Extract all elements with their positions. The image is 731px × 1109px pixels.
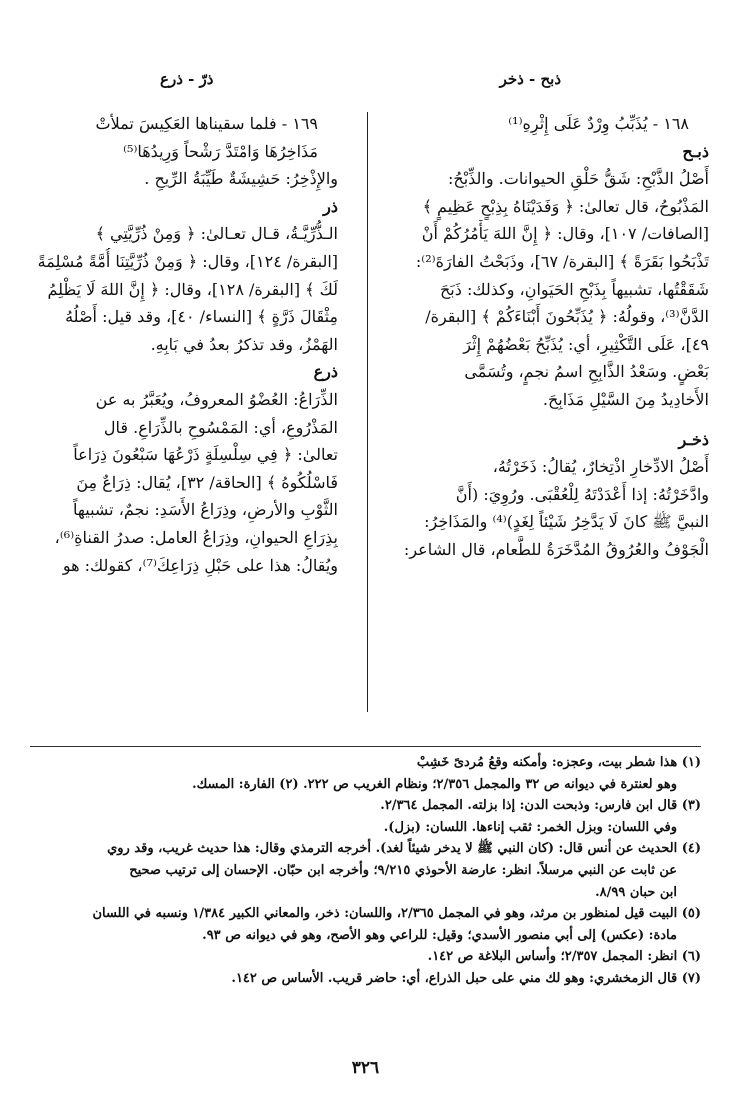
text-line: فَاسْلُكُوهُ ﴾ [الحاقة/ ٣٢]، يُقال: ذِرَاعٌ مِنَ [76, 472, 338, 492]
footnotes [30, 752, 701, 990]
text-line: بَعْضٍ. وسَعْدُ الذَّابِحِ اسمُ نجمٍ، وتُسَمَّى [464, 362, 709, 382]
spacer [397, 414, 709, 426]
text-line: تعالىٰ: ﴿ فِي سِلْسِلَةٍ ذَرْعُهَا سَبْعُونَ ذِرَاعاً [73, 445, 338, 465]
footnote: ابن حبان ٨/٩٩. [595, 884, 677, 900]
text-line: الْجَوْفُ والعُرُوقُ المُدَّخَرَةُ للطَّعام، قال الشاعر: [403, 539, 709, 559]
text-line: والإِذْخِرُ: حَشِيشَةٌ طَيِّبَةُ الرِّيحِ . [144, 169, 338, 189]
text-line: تَذْبَحُوا بَقَرَةً ﴾ [البقرة/ ٦٧]، وذَبَحْتُ الفارَةَ⁽²⁾: [415, 251, 709, 271]
text-line: أَصْلُ الذَّبْحِ: شَقُّ حَلْقِ الحيوانات. والذِّبْحُ: [447, 169, 709, 189]
text-line: ويُقالُ: هذا على حَبْلِ ذِرَاعِكَ⁽⁷⁾، كقولك: هو [62, 555, 338, 575]
text-line: المَذْرُوعِ، أي: المَمْسُوحِ بالذِّرَاعِ. قال [103, 417, 338, 437]
text-line: أَصْلُ الادِّخارِ اذْتِخارٌ، يُقالُ: ذَخَرْتُهُ، [492, 457, 709, 477]
text-line: مِثْقَالَ ذَرَّةٍ ﴾ [النساء/ ٤٠]، وقد قيل: أَصْلُهُ [65, 307, 338, 327]
text-line: الثَّوْبِ والأرضِ، وذِرَاعُ الأَسَدِ: نجمٌ، تشبيهاً [73, 500, 338, 520]
verse-line: ١٦٨ - يُذَبِّبُ وِرْدٌ عَلَى إِثْرِهِ⁽¹⁾ [508, 114, 689, 133]
footnote: (١) هذا شطر بيت، وعجزه: وأمكنه وقعُ مُردىً خَشِبْ [416, 755, 701, 770]
entry-heading: ذرع [313, 362, 338, 382]
verse-line: مَذَاخِرُهَا وَامْتَدَّ رَشْحاً وَرِيدُهَا⁽⁵⁾ [123, 141, 318, 161]
footnote: (٤) الحديث عن أنس قال: (كان النبي ﷺ لا يدخر شيئاً لغد). أخرجه الترمذي وقال: هذا حديث غريب، وقد روي [107, 841, 701, 857]
text-line: الـذُّرِّيَّـةُ، قـال تعـالىٰ: ﴿ وَمِنْ ذُرِّيَّتِي ﴾ [95, 224, 338, 244]
running-header-right: ذبح - ذخر [499, 70, 561, 88]
text-line: النبيَّ ﷺ كانَ لَا يَدَّخِرُ شَيْئاً لِغَدٍ)⁽⁴⁾ والمَذَاخِرُ: [424, 512, 709, 532]
page-number: ٣٢٦ [351, 1058, 380, 1078]
entry-heading: ذخـر [678, 429, 709, 449]
footnote-rule [30, 746, 701, 747]
column-divider [367, 112, 368, 712]
text-line: شَقَقْتُها، تشبيهاً بِذَبْحِ الحَيَوانِ، وكذلك: ذَبَحَ [439, 279, 709, 299]
footnote: مادة: (عكس) إلى أبي منصور الأسدي؛ وقيل: للراعي وهو الأصح، وهو في ديوانه ص ٩٣. [202, 927, 677, 943]
footnote: (٣) قال ابن فارس: وذبحت الدن: إذا بزلته. المجمل ٢/٣٦٤. [380, 798, 701, 814]
footnote: وهو لعنترة في ديوانه ص ٣٢ والمجمل ٢/٣٥٦؛ ونظام الغريب ص ٢٢٢. (٢) الفارة: المسك. [192, 776, 677, 792]
footnote: وفي اللسان: وبزل الخمر: ثقب إناءها. اللسان: (بزل). [383, 819, 677, 835]
text-line: بِذِرَاعِ الحيوانِ، وذِرَاعُ العامل: صدرُ القناةِ⁽⁶⁾، [54, 527, 338, 547]
text-line: [البقرة/ ١٢٤]، وقال: ﴿ وَمِنْ ذُرِّيَّتِنَا أُمَّةً مُسْلِمَةً [37, 251, 338, 271]
footnote: عن ثابت عن النبي مرسلاً. انظر: عارضة الأحوذي ٩/٢١٥؛ وأخرجه ابن حبّان. الإحسان إلى ترتيب صحيح [129, 862, 677, 878]
text-line: [الصافات/ ١٠٧]، وقال: ﴿ إِنَّ اللهَ يَأْمُرُكُمْ أَنْ [421, 224, 709, 244]
text-line: الأَخادِيدُ مِنَ السَّيْلِ مَذَابِحَ. [542, 389, 709, 409]
running-header-left: ذرّ - ذرع [160, 70, 214, 88]
text-line: المَذْبُوحُ، قال تعالىٰ: ﴿ وَفَدَيْنَاهُ بِذِبْحٍ عَظِيمٍ ﴾ [422, 196, 709, 216]
text-line: ٤٩]، عَلَى التَّكْثِيرِ، أي: يُذَبِّحُ بَعْضُهُمْ إِثْرَ [463, 334, 709, 354]
footnote: (٧) قال الزمخشري: وهو لك مني على حبل الذراع، أي: حاضر قريب. الأساس ص ١٤٢. [231, 970, 701, 986]
footnote: (٦) انظر: المجمل ٢/٣٥٧؛ وأساس البلاغة ص ١٤٢. [427, 949, 701, 965]
text-line: لَكَ ﴾ [البقرة/ ١٢٨]، وقال: ﴿ إِنَّ اللهَ لَا يَظْلِمُ [47, 279, 338, 299]
footnote: (٥) البيت قيل لمنظور بن مرثد، وهو في المجمل ٢/٣٦٥، واللسان: ذخر، والمعاني الكبير ١/٣٨٤ ونسبه في اللسان [92, 906, 701, 922]
left-column [26, 110, 338, 740]
entry-heading: ذبـح [682, 141, 709, 161]
text-line: الدَّنَّ⁽³⁾، وقولُهُ: ﴿ يُذَبِّحُونَ أَبْنَاءَكُمْ ﴾ [البقرة/ [425, 307, 709, 327]
text-line: وادَّخَرْتُهُ: إذا أَعْدَدْتَهُ لِلْعُقْبَى. ورُوِيَ: (أَنَّ [455, 484, 709, 504]
verse-line: ١٦٩ - فلما سقيناها العَكِيسَ تملأتْ [95, 114, 318, 133]
text-line: الذِّرَاعُ: العُضْوُ المعروفُ، ويُعَبَّرُ به عن [95, 389, 338, 409]
entry-heading: ذر [323, 196, 338, 216]
text-line: الهَمْزُ، وقد تذكرُ بعدُ في بَابِهِ. [150, 334, 338, 354]
right-column [397, 110, 709, 740]
